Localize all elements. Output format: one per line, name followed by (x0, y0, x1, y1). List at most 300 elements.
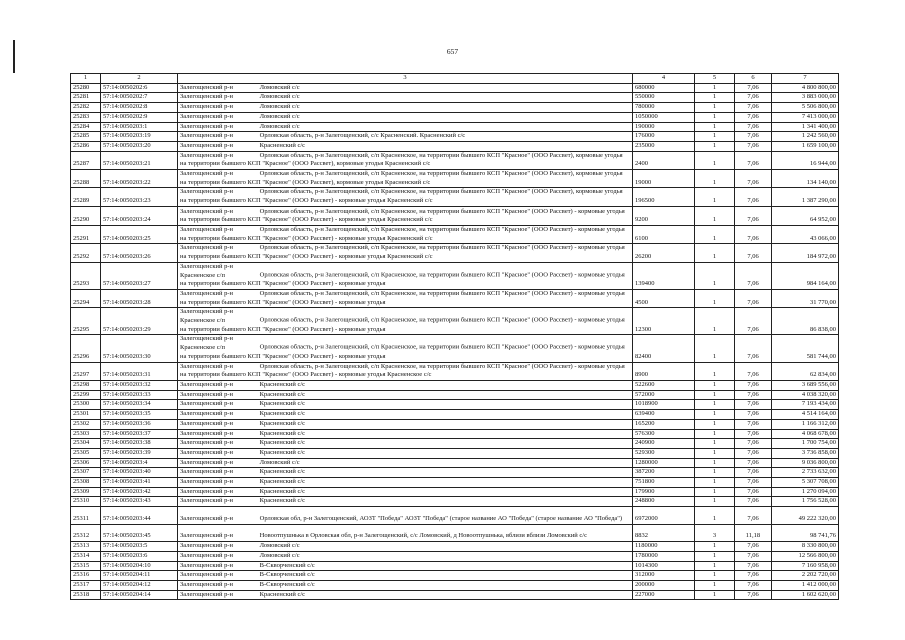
row-number: 25299 (71, 390, 101, 400)
total-value: 1 700 754,00 (772, 439, 839, 449)
total-value: 2 733 632,00 (772, 468, 839, 478)
table-header-row (71, 74, 839, 84)
location-description: Красненский с/с (259, 419, 306, 427)
cadastral-number: 57:14:0050204:11 (101, 571, 178, 581)
district-name: Залегощенский р-н (180, 514, 233, 522)
table-row (71, 468, 839, 478)
area-value: 6100 (633, 226, 695, 244)
location-description: Красненский с/с (259, 448, 306, 456)
area-value: 1180000 (633, 542, 695, 552)
row-number: 25285 (71, 132, 101, 142)
rate-value: 7,06 (735, 170, 772, 188)
cadastral-number: 57:14:0050203:36 (101, 419, 178, 429)
row-number: 25301 (71, 410, 101, 420)
cadastral-number: 57:14:0050203:40 (101, 468, 178, 478)
column-header: 5 (695, 74, 735, 84)
cadastral-number: 57:14:0050203:41 (101, 478, 178, 488)
district-name: Залегощенский р-н (180, 542, 233, 550)
total-value: 984 164,00 (772, 262, 839, 289)
table-row (71, 141, 839, 151)
table-row (71, 400, 839, 410)
rate-value: 7,06 (735, 335, 772, 362)
rate-value: 7,06 (735, 507, 772, 525)
quantity-value: 1 (695, 419, 735, 429)
column-header: 1 (71, 74, 101, 84)
location-description: Орловская область, р-н Залегощенский, с/п Красненское, на территории бывшего КСП "Красное" (ООО Рассвет) - кормовые угодья на территории бывшего КСП "Красное" (ООО Рассвет) - кормовые угодья Красненский с/с (180, 207, 625, 224)
location-cell (178, 151, 633, 169)
district-name: Залегощенский р-н (180, 362, 233, 370)
quantity-value: 1 (695, 580, 735, 590)
table-row (71, 308, 839, 335)
location-description: Новоотпушнька в Орловская обл, р-н Залегощенский, с/с Ломовский, д Новоотпушнька, вблизи вблизи Ломовский с/с (259, 532, 587, 540)
total-value: 8 330 800,00 (772, 542, 839, 552)
area-value: 82400 (633, 335, 695, 362)
total-value: 5 506 800,00 (772, 103, 839, 113)
table-row (71, 439, 839, 449)
row-number: 25316 (71, 571, 101, 581)
area-value: 312000 (633, 571, 695, 581)
quantity-value: 1 (695, 93, 735, 103)
location-description: Ломовский с/с (259, 112, 300, 120)
location-cell (178, 468, 633, 478)
cadastral-number: 57:14:0050203:21 (101, 151, 178, 169)
district-name: Залегощенский р-н (180, 103, 233, 111)
district-name: Залегощенский р-н (180, 468, 233, 476)
total-value: 3 736 858,00 (772, 448, 839, 458)
area-value: 522600 (633, 380, 695, 390)
cadastral-number: 57:14:0050203:19 (101, 132, 178, 142)
cadastral-number: 57:14:0050203:26 (101, 244, 178, 262)
quantity-value: 1 (695, 468, 735, 478)
table-row (71, 335, 839, 362)
location-description: Орловская область, р-н Залегощенский, с/п Красненское, на территории бывшего КСП "Красное" (ООО Рассвет) - кормовые угодья на территории бывшего КСП "Красное" (ООО Рассвет) - кормовые угодья (180, 317, 625, 333)
table-row (71, 561, 839, 571)
area-value: 1050000 (633, 112, 695, 122)
location-description: Красненский с/с (259, 400, 306, 408)
district-name: Залегощенский р-н (180, 380, 233, 388)
total-value: 5 307 708,00 (772, 478, 839, 488)
table-row (71, 429, 839, 439)
total-value: 2 202 720,00 (772, 571, 839, 581)
cadastral-number: 57:14:0050203:23 (101, 188, 178, 206)
area-value: 26200 (633, 244, 695, 262)
location-cell (178, 580, 633, 590)
rate-value: 7,06 (735, 487, 772, 497)
cadastral-number: 57:14:0050204:10 (101, 561, 178, 571)
district-name: Залегощенский р-н (180, 170, 233, 178)
table-row (71, 112, 839, 122)
rate-value: 7,06 (735, 551, 772, 561)
rate-value: 7,06 (735, 83, 772, 93)
district-name: Залегощенский р-н (180, 561, 233, 569)
area-value: 179900 (633, 487, 695, 497)
area-value: 751800 (633, 478, 695, 488)
district-name: Залегощенский р-н (180, 532, 233, 540)
table-row (71, 362, 839, 380)
district-name: Залегощенский р-н (180, 571, 233, 579)
total-value: 86 838,00 (772, 308, 839, 335)
row-number: 25303 (71, 429, 101, 439)
column-header: 2 (101, 74, 178, 84)
location-cell (178, 390, 633, 400)
district-name: Залегощенский р-н (180, 458, 233, 466)
cadastral-number: 57:14:0050203:20 (101, 141, 178, 151)
district-name: Залегощенский р-н (180, 122, 233, 130)
location-cell (178, 170, 633, 188)
area-value: 19000 (633, 170, 695, 188)
table-row (71, 132, 839, 142)
total-value: 62 834,00 (772, 362, 839, 380)
location-description: В-Скворченский с/с (259, 580, 315, 588)
total-value: 1 166 312,00 (772, 419, 839, 429)
cadastral-number: 57:14:0050204:12 (101, 580, 178, 590)
area-value: 248800 (633, 497, 695, 507)
rate-value: 7,06 (735, 419, 772, 429)
location-cell (178, 103, 633, 113)
rate-value: 7,06 (735, 308, 772, 335)
location-description: Орловская область, р-н Залегощенский, с/п Красненское, на территории бывшего КСП "Красное" (ООО Рассвет) - кормовые угодья на территории бывшего КСП "Красное" (ООО Рассвет) - кормовые угодья Красненский с/с (180, 226, 625, 242)
table-row (71, 458, 839, 468)
rate-value: 7,06 (735, 561, 772, 571)
table-row (71, 571, 839, 581)
location-cell (178, 571, 633, 581)
row-number: 25288 (71, 170, 101, 188)
area-value: 200000 (633, 580, 695, 590)
area-value: 4500 (633, 289, 695, 307)
location-description: Красненский с/с (259, 487, 306, 495)
cadastral-number: 57:14:0050203:43 (101, 497, 178, 507)
location-description: Красненский с/с (259, 410, 306, 418)
location-cell (178, 400, 633, 410)
rate-value: 7,06 (735, 439, 772, 449)
district-name: Залегощенский р-н (180, 112, 233, 120)
location-description: Ломовский с/с (259, 103, 300, 111)
cadastral-number: 57:14:0050203:35 (101, 410, 178, 420)
quantity-value: 1 (695, 83, 735, 93)
quantity-value: 1 (695, 410, 735, 420)
location-description: Орловская область, р-н Залегощенский, с/п Красненское, на территории бывшего КСП "Красное" (ООО Рассвет), кормовые угодья на территории бывшего КСП "Красное" (ООО Рассвет) - кормовые угодья Красненский с/с (180, 188, 623, 205)
cadastral-number: 57:14:0050203:42 (101, 487, 178, 497)
location-description: Красненский с/с (259, 141, 306, 149)
total-value: 31 770,00 (772, 289, 839, 307)
total-value: 1 242 560,00 (772, 132, 839, 142)
row-number: 25284 (71, 122, 101, 132)
rate-value: 7,06 (735, 590, 772, 600)
quantity-value: 1 (695, 487, 735, 497)
total-value: 134 140,00 (772, 170, 839, 188)
rate-value: 11,18 (735, 524, 772, 542)
district-name: Залегощенский р-н (180, 551, 233, 559)
quantity-value: 1 (695, 226, 735, 244)
cadastral-number: 57:14:0050204:14 (101, 590, 178, 600)
table-row (71, 151, 839, 169)
table-row (71, 103, 839, 113)
total-value: 1 412 000,00 (772, 580, 839, 590)
quantity-value: 3 (695, 524, 735, 542)
rate-value: 7,06 (735, 226, 772, 244)
row-number: 25290 (71, 206, 101, 225)
row-number: 25292 (71, 244, 101, 262)
total-value: 581 744,00 (772, 335, 839, 362)
row-number: 25309 (71, 487, 101, 497)
row-number: 25295 (71, 308, 101, 335)
location-cell (178, 458, 633, 468)
rate-value: 7,06 (735, 141, 772, 151)
location-cell (178, 478, 633, 488)
quantity-value: 1 (695, 439, 735, 449)
quantity-value: 1 (695, 478, 735, 488)
area-value: 139400 (633, 262, 695, 289)
total-value: 7 413 000,00 (772, 112, 839, 122)
rate-value: 7,06 (735, 458, 772, 468)
table-body (71, 83, 839, 600)
location-description: Ломовский с/с (259, 542, 300, 550)
area-value: 639400 (633, 410, 695, 420)
quantity-value: 1 (695, 362, 735, 380)
location-cell (178, 122, 633, 132)
row-number: 25294 (71, 289, 101, 307)
location-cell (178, 448, 633, 458)
row-number: 25307 (71, 468, 101, 478)
cadastral-number: 57:14:0050202:9 (101, 112, 178, 122)
row-number: 25308 (71, 478, 101, 488)
district-name: Залегощенский р-н (180, 132, 233, 140)
district-name: Залегощенский р-н (180, 590, 233, 598)
area-value: 550000 (633, 93, 695, 103)
column-header: 4 (633, 74, 695, 84)
total-value: 184 972,00 (772, 244, 839, 262)
location-description: Ломовский с/с (259, 458, 300, 466)
total-value: 49 222 320,00 (772, 507, 839, 525)
total-value: 3 883 000,00 (772, 93, 839, 103)
district-name: Залегощенский р-н (180, 207, 233, 215)
row-number: 25302 (71, 419, 101, 429)
row-number: 25283 (71, 112, 101, 122)
location-cell (178, 429, 633, 439)
area-value: 190000 (633, 122, 695, 132)
row-number: 25280 (71, 83, 101, 93)
location-cell (178, 188, 633, 206)
quantity-value: 1 (695, 335, 735, 362)
rate-value: 7,06 (735, 93, 772, 103)
quantity-value: 1 (695, 400, 735, 410)
row-number: 25304 (71, 439, 101, 449)
row-number: 25282 (71, 103, 101, 113)
location-description: Орловская область, р-н Залегощенский, с/п Красненское, на территории бывшего КСП "Красное" (ООО Рассвет), кормовые угодья на территории бывшего КСП "Красное" (ООО Рассвет), кормовые угодья Красненский с/с (180, 170, 623, 186)
location-cell (178, 590, 633, 600)
district-name: Залегощенский р-н (180, 390, 233, 398)
total-value: 7 160 958,00 (772, 561, 839, 571)
rate-value: 7,06 (735, 112, 772, 122)
area-value: 2400 (633, 151, 695, 169)
quantity-value: 1 (695, 170, 735, 188)
table-row (71, 244, 839, 262)
cadastral-number: 57:14:0050203:28 (101, 289, 178, 307)
district-name: Залегощенский р-н (180, 419, 233, 427)
cadastral-number: 57:14:0050202:6 (101, 83, 178, 93)
total-value: 12 566 800,00 (772, 551, 839, 561)
district-name: Залегощенский р-н Красненское с/п (180, 262, 233, 279)
location-cell (178, 93, 633, 103)
rate-value: 7,06 (735, 262, 772, 289)
quantity-value: 1 (695, 497, 735, 507)
location-cell (178, 362, 633, 380)
location-description: Орловская область, р-н Залегощенский, с/п Красненское, на территории бывшего КСП "Красное" (ООО Рассвет) - кормовые угодья на территории бывшего КСП "Красное" (ООО Рассвет) - кормовые угодья Красненское с/с (180, 362, 625, 379)
total-value: 1 270 094,00 (772, 487, 839, 497)
quantity-value: 1 (695, 458, 735, 468)
total-value: 4 800 800,00 (772, 83, 839, 93)
area-value: 1018900 (633, 400, 695, 410)
table-row (71, 419, 839, 429)
quantity-value: 1 (695, 561, 735, 571)
location-cell (178, 561, 633, 571)
location-description: Орловская область, р-н Залегощенский, с/с Красненский. Красненский с/с (259, 132, 466, 140)
total-value: 1 387 290,00 (772, 188, 839, 206)
location-description: В-Скворченский с/с (259, 561, 315, 569)
row-number: 25296 (71, 335, 101, 362)
location-cell (178, 551, 633, 561)
district-name: Залегощенский р-н (180, 400, 233, 408)
table-row (71, 542, 839, 552)
rate-value: 7,06 (735, 132, 772, 142)
location-description: Красненский с/с (259, 429, 306, 437)
rate-value: 7,06 (735, 478, 772, 488)
table-row (71, 380, 839, 390)
location-cell (178, 132, 633, 142)
location-cell (178, 206, 633, 225)
quantity-value: 1 (695, 571, 735, 581)
location-cell (178, 524, 633, 542)
total-value: 16 944,00 (772, 151, 839, 169)
quantity-value: 1 (695, 390, 735, 400)
area-value: 1280000 (633, 458, 695, 468)
rate-value: 7,06 (735, 380, 772, 390)
total-value: 1 341 400,00 (772, 122, 839, 132)
row-number: 25297 (71, 362, 101, 380)
total-value: 7 193 434,00 (772, 400, 839, 410)
row-number: 25313 (71, 542, 101, 552)
district-name: Залегощенский р-н (180, 151, 233, 159)
area-value: 529300 (633, 448, 695, 458)
cadastral-number: 57:14:0050203:37 (101, 429, 178, 439)
table-row (71, 590, 839, 600)
location-description: Орловская область, р-н Залегощенский, с/п Красненское, на территории бывшего КСП "Красное" (ООО Рассвет) - кормовые угодья на территории бывшего КСП "Красное" (ООО Рассвет) - кормовые угодья (180, 289, 625, 306)
cadastral-number: 57:14:0050203:29 (101, 308, 178, 335)
cadastral-number: 57:14:0050203:31 (101, 362, 178, 380)
quantity-value: 1 (695, 448, 735, 458)
cadastral-number: 57:14:0050203:32 (101, 380, 178, 390)
table-row (71, 580, 839, 590)
location-description: В-Скворченский с/с (259, 571, 315, 579)
district-name: Залегощенский р-н (180, 188, 233, 196)
location-description: Орловская область, р-н Залегощенский, с/п Красненское, на территории бывшего КСП "Красное" (ООО Рассвет) - кормовые угодья на территории бывшего КСП "Красное" (ООО Рассвет) - кормовые угодья Красненский с/с (180, 244, 625, 261)
location-description: Ломовский с/с (259, 83, 300, 91)
location-cell (178, 141, 633, 151)
district-name: Залегощенский р-н (180, 478, 233, 486)
total-value: 64 952,00 (772, 206, 839, 225)
area-value: 165200 (633, 419, 695, 429)
row-number: 25314 (71, 551, 101, 561)
table-row (71, 170, 839, 188)
total-value: 4 038 320,00 (772, 390, 839, 400)
cadastral-number: 57:14:0050203:5 (101, 542, 178, 552)
row-number: 25311 (71, 507, 101, 525)
quantity-value: 1 (695, 151, 735, 169)
district-name: Залегощенский р-н Красненское с/п (180, 308, 233, 325)
rate-value: 7,06 (735, 188, 772, 206)
row-number: 25298 (71, 380, 101, 390)
location-cell (178, 542, 633, 552)
district-name: Залегощенский р-н (180, 487, 233, 495)
area-value: 227000 (633, 590, 695, 600)
quantity-value: 1 (695, 206, 735, 225)
row-number: 25315 (71, 561, 101, 571)
location-description: Красненский с/с (259, 497, 306, 505)
column-header: 7 (772, 74, 839, 84)
quantity-value: 1 (695, 103, 735, 113)
quantity-value: 1 (695, 429, 735, 439)
quantity-value: 1 (695, 308, 735, 335)
district-name: Залегощенский р-н (180, 93, 233, 101)
cadastral-number: 57:14:0050203:45 (101, 524, 178, 542)
cadastral-number: 57:14:0050202:7 (101, 93, 178, 103)
rate-value: 7,06 (735, 362, 772, 380)
district-name: Залегощенский р-н (180, 141, 233, 149)
table-row (71, 497, 839, 507)
total-value: 98 741,76 (772, 524, 839, 542)
rate-value: 7,06 (735, 410, 772, 420)
row-number: 25287 (71, 151, 101, 169)
quantity-value: 1 (695, 112, 735, 122)
row-number: 25305 (71, 448, 101, 458)
total-value: 43 066,00 (772, 226, 839, 244)
cadastral-number: 57:14:0050203:22 (101, 170, 178, 188)
rate-value: 7,06 (735, 206, 772, 225)
table-row (71, 524, 839, 542)
location-description: Ломовский с/с (259, 122, 300, 130)
area-value: 8900 (633, 362, 695, 380)
table-row (71, 507, 839, 525)
location-description: Ломовский с/с (259, 551, 300, 559)
cadastral-number: 57:14:0050203:38 (101, 439, 178, 449)
quantity-value: 1 (695, 262, 735, 289)
rate-value: 7,06 (735, 580, 772, 590)
location-description: Красненский с/с (259, 380, 306, 388)
quantity-value: 1 (695, 590, 735, 600)
rate-value: 7,06 (735, 448, 772, 458)
table-row (71, 551, 839, 561)
column-header: 6 (735, 74, 772, 84)
cadastral-number: 57:14:0050203:25 (101, 226, 178, 244)
cadastral-number: 57:14:0050203:39 (101, 448, 178, 458)
location-cell (178, 380, 633, 390)
total-value: 4 514 164,00 (772, 410, 839, 420)
cadastral-number: 57:14:0050203:24 (101, 206, 178, 225)
rate-value: 7,06 (735, 542, 772, 552)
quantity-value: 1 (695, 551, 735, 561)
row-number: 25300 (71, 400, 101, 410)
row-number: 25281 (71, 93, 101, 103)
row-number: 25306 (71, 458, 101, 468)
area-value: 8832 (633, 524, 695, 542)
table-row (71, 478, 839, 488)
row-number: 25286 (71, 141, 101, 151)
table-row (71, 410, 839, 420)
rate-value: 7,06 (735, 429, 772, 439)
cadastral-number: 57:14:0050202:8 (101, 103, 178, 113)
table-row (71, 390, 839, 400)
quantity-value: 1 (695, 122, 735, 132)
